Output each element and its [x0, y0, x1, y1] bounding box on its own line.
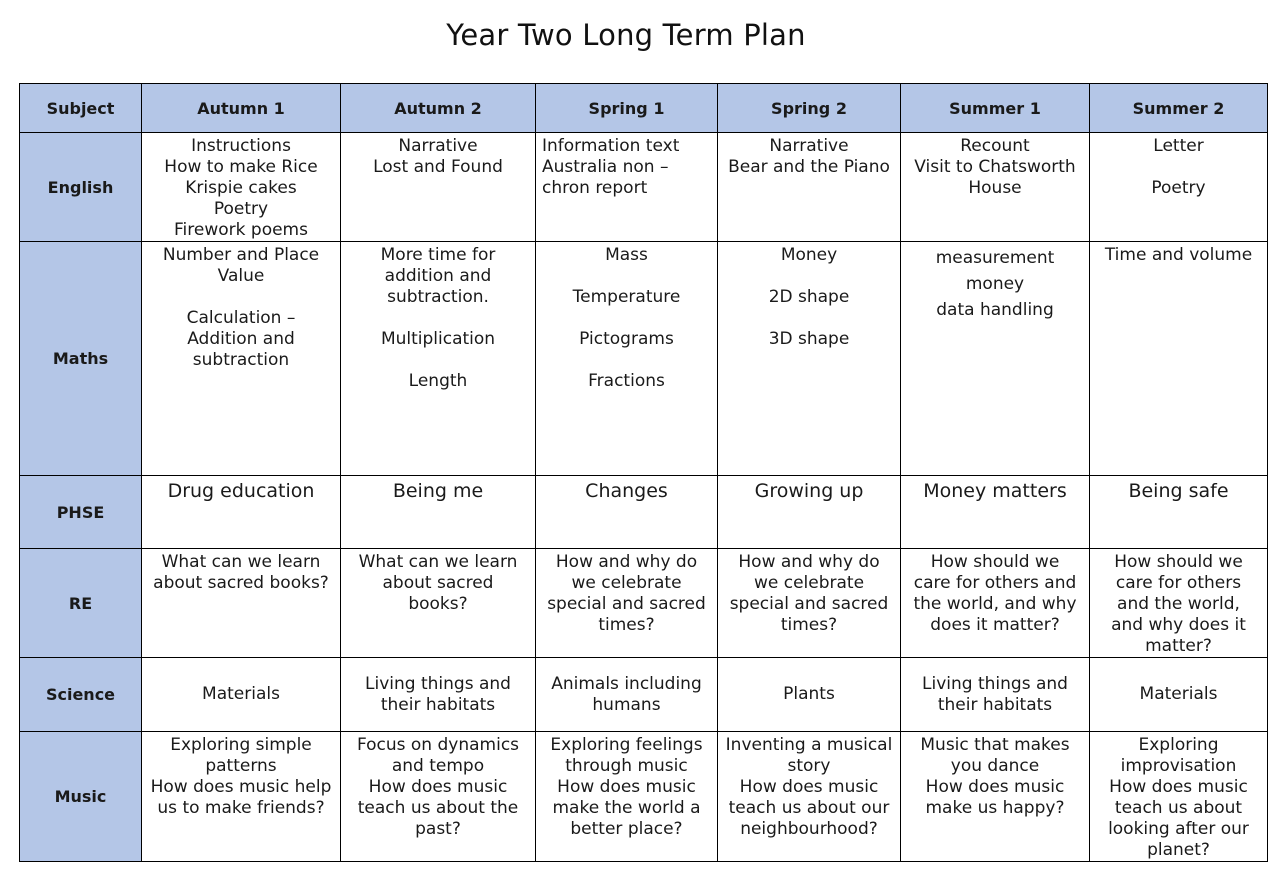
- re-autumn-2: What can we learn about sacred books?: [341, 549, 536, 658]
- english-autumn-1: Instructions How to make Rice Krispie cakes Poetry Firework poems: [142, 133, 341, 242]
- subject-phse: PHSE: [20, 476, 142, 549]
- re-summer-2: How should we care for others and the world, and why does it matter?: [1090, 549, 1268, 658]
- re-spring-2: How and why do we celebrate special and sacred times?: [718, 549, 901, 658]
- phse-autumn-2: Being me: [341, 476, 536, 549]
- phse-summer-1: Money matters: [901, 476, 1090, 549]
- music-spring-1: Exploring feelings through music How does music make the world a better place?: [536, 732, 718, 862]
- long-term-plan-table: [19, 83, 1268, 862]
- maths-spring-1: Mass Temperature Pictograms Fractions: [536, 242, 718, 476]
- science-autumn-1: Materials: [142, 658, 341, 732]
- maths-autumn-2: More time for addition and subtraction. Multiplication Length: [341, 242, 536, 476]
- phse-spring-1: Changes: [536, 476, 718, 549]
- header-row: [20, 84, 1268, 133]
- re-autumn-1: What can we learn about sacred books?: [142, 549, 341, 658]
- science-spring-1: Animals including humans: [536, 658, 718, 732]
- table-row-science: [20, 658, 1268, 732]
- maths-summer-1: measurement money data handling: [901, 242, 1090, 476]
- re-summer-1: How should we care for others and the world, and why does it matter?: [901, 549, 1090, 658]
- subject-english: English: [20, 133, 142, 242]
- maths-summer-2: Time and volume: [1090, 242, 1268, 476]
- science-spring-2: Plants: [718, 658, 901, 732]
- music-autumn-1: Exploring simple patterns How does music help us to make friends?: [142, 732, 341, 862]
- re-spring-1: How and why do we celebrate special and sacred times?: [536, 549, 718, 658]
- music-autumn-2: Focus on dynamics and tempo How does music teach us about the past?: [341, 732, 536, 862]
- phse-summer-2: Being safe: [1090, 476, 1268, 549]
- header-spring-2: Spring 2: [718, 84, 901, 133]
- subject-re: RE: [20, 549, 142, 658]
- music-spring-2: Inventing a musical story How does music teach us about our neighbourhood?: [718, 732, 901, 862]
- subject-science: Science: [20, 658, 142, 732]
- table-row-re: [20, 549, 1268, 658]
- science-summer-1: Living things and their habitats: [901, 658, 1090, 732]
- english-spring-1: Information text Australia non – chron report: [536, 133, 718, 242]
- subject-music: Music: [20, 732, 142, 862]
- english-spring-2: Narrative Bear and the Piano: [718, 133, 901, 242]
- header-subject: Subject: [20, 84, 142, 133]
- table-row-maths: [20, 242, 1268, 476]
- science-summer-2: Materials: [1090, 658, 1268, 732]
- header-spring-1: Spring 1: [536, 84, 718, 133]
- maths-spring-2: Money 2D shape 3D shape: [718, 242, 901, 476]
- page-title: Year Two Long Term Plan: [446, 18, 806, 52]
- header-autumn-1: Autumn 1: [142, 84, 341, 133]
- header-summer-1: Summer 1: [901, 84, 1090, 133]
- phse-autumn-1: Drug education: [142, 476, 341, 549]
- english-summer-2: Letter Poetry: [1090, 133, 1268, 242]
- science-autumn-2: Living things and their habitats: [341, 658, 536, 732]
- header-summer-2: Summer 2: [1090, 84, 1268, 133]
- table-row-english: [20, 133, 1268, 242]
- subject-maths: Maths: [20, 242, 142, 476]
- table-row-phse: [20, 476, 1268, 549]
- maths-autumn-1: Number and Place Value Calculation – Addition and subtraction: [142, 242, 341, 476]
- music-summer-1: Music that makes you dance How does music make us happy?: [901, 732, 1090, 862]
- english-autumn-2: Narrative Lost and Found: [341, 133, 536, 242]
- table-row-music: [20, 732, 1268, 862]
- phse-spring-2: Growing up: [718, 476, 901, 549]
- header-autumn-2: Autumn 2: [341, 84, 536, 133]
- music-summer-2: Exploring improvisation How does music teach us about looking after our planet?: [1090, 732, 1268, 862]
- english-summer-1: Recount Visit to Chatsworth House: [901, 133, 1090, 242]
